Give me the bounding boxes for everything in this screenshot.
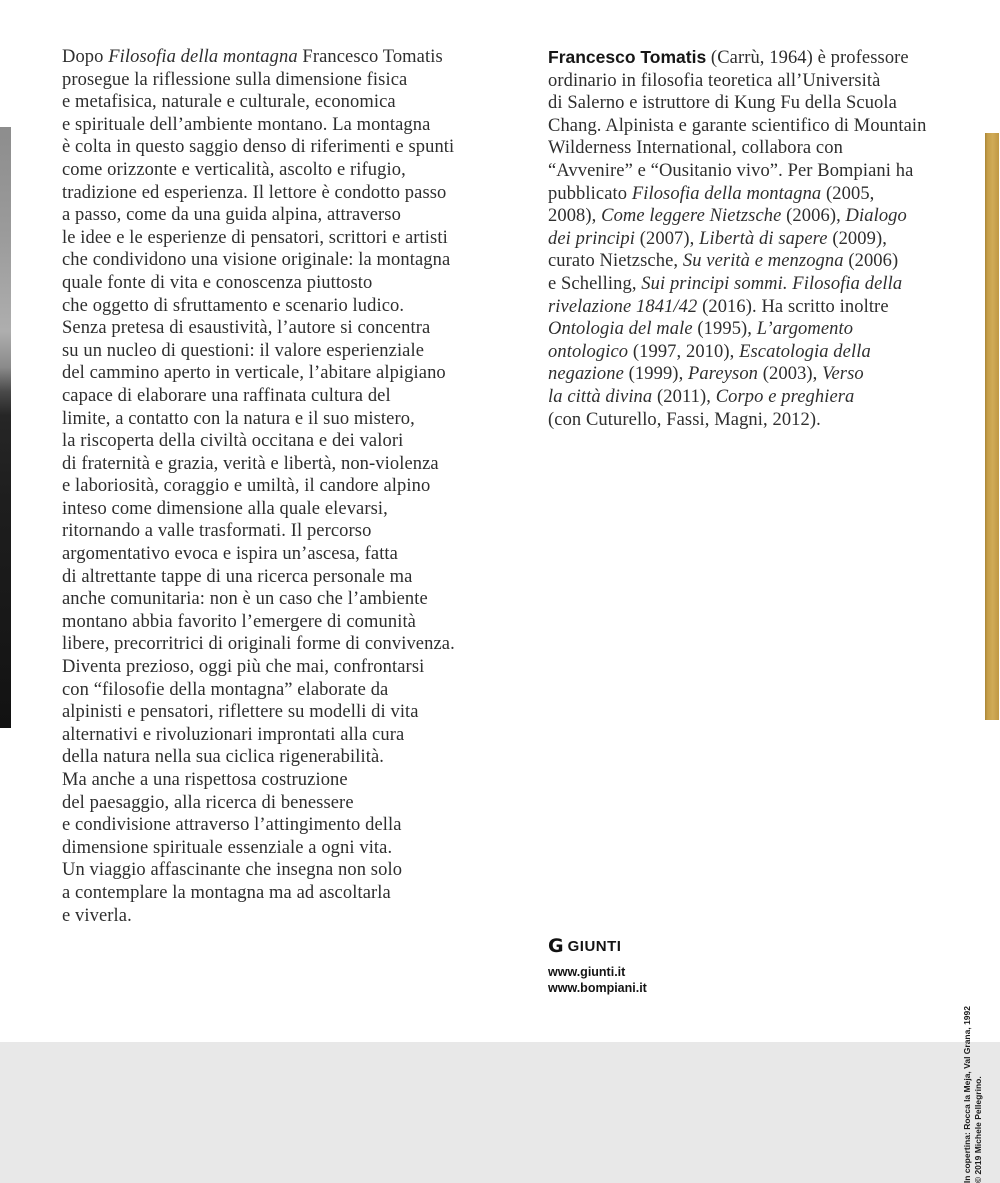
text-line: Un viaggio affascinante che insegna non solo — [62, 860, 403, 881]
text-line: inteso come dimensione alla quale elevarsi, — [62, 498, 388, 519]
cover-photo-credit — [962, 1006, 984, 1183]
text-line: di Salerno e istruttore di Kung Fu della Scuola — [548, 93, 897, 114]
text-line: alpinisti e pensatori, riflettere su modelli di vita — [62, 702, 419, 723]
text-line: della natura nella sua ciclica rigenerabilità. — [62, 747, 385, 768]
publisher-urls — [548, 964, 647, 996]
text-line: Senza pretesa di esaustività, l’autore si concentra — [62, 318, 431, 339]
text-line: e spirituale dell’ambiente montano. La montagna — [62, 114, 431, 135]
text-line: Diventa prezioso, oggi più che mai, confrontarsi — [62, 657, 425, 678]
text-line: Ontologia del male (1995), L’argomento — [548, 319, 854, 340]
text-line: Chang. Alpinista e garante scientifico di Mountain — [548, 115, 927, 136]
text-line: libere, precorritrici di originali forme di convivenza. — [62, 634, 455, 655]
text-line: limite, a contatto con la natura e il suo mistero, — [62, 408, 415, 429]
text-line: (con Cuturello, Fassi, Magni, 2012). — [548, 409, 821, 430]
website-giunti: www.giunti.it — [548, 965, 626, 979]
text-line: Ma anche a una rispettosa costruzione — [62, 770, 348, 790]
left-column — [62, 46, 512, 927]
text-line: a passo, come da una guida alpina, attraverso — [62, 205, 401, 226]
giunti-logo — [548, 936, 647, 956]
text-line: 2008), Come leggere Nietzsche (2006), Dialogo — [548, 206, 907, 227]
gold-spine-bar — [985, 133, 999, 720]
text-line: e metafisica, naturale e culturale, economica — [62, 92, 396, 113]
text-line: Dopo Filosofia della montagna Francesco Tomatis — [62, 47, 443, 67]
text-line: le idee e le esperienze di pensatori, scrittori e artisti — [62, 227, 448, 248]
credit-line-2: © 2019 Michele Pellegrino. — [973, 1076, 983, 1183]
text-line: dimensione spirituale essenziale a ogni vita. — [62, 837, 393, 858]
text-line: a contemplare la montagna ma ad ascoltarla — [62, 882, 391, 903]
publisher-block — [548, 936, 647, 996]
text-line: anche comunitaria: non è un caso che l’ambiente — [62, 589, 428, 610]
text-line: con “filosofie della montagna” elaborate da — [62, 679, 389, 700]
website-bompiani: www.bompiani.it — [548, 981, 647, 995]
text-line: e condivisione attraverso l’attingimento della — [62, 815, 402, 836]
text-line: ordinario in filosofia teoretica all’Università — [548, 70, 881, 91]
giunti-wordmark: GIUNTI — [567, 937, 622, 955]
text-line: Wilderness International, collabora con — [548, 138, 843, 159]
text-line: dei principi (2007), Libertà di sapere (2009), — [548, 228, 887, 249]
text-line: ontologico (1997, 2010), Escatologia della — [548, 341, 871, 362]
text-line: di fraternità e grazia, verità e libertà, non-violenza — [62, 453, 439, 474]
text-line: pubblicato Filosofia della montagna (2005, — [548, 183, 875, 204]
text-line: quale fonte di vita e conoscenza piuttosto — [62, 272, 373, 293]
text-line: tradizione ed esperienza. Il lettore è condotto passo — [62, 182, 447, 203]
credit-line-1: In copertina: Rocca la Meja, Val Grana, 1992 — [962, 1006, 972, 1183]
text-line: la riscoperta della civiltà occitana e dei valori — [62, 431, 404, 452]
text-line: montano abbia favorito l’emergere di comunità — [62, 611, 416, 632]
text-line: su un nucleo di questioni: il valore esperienziale — [62, 340, 425, 361]
text-line: Francesco Tomatis (Carrù, 1964) è professore — [548, 47, 909, 68]
text-line: negazione (1999), Pareyson (2003), Verso — [548, 364, 864, 385]
cover-photo-edge-strip — [0, 127, 11, 728]
text-line: del cammino aperto in verticale, l’abitare alpigiano — [62, 363, 446, 384]
text-line: curato Nietzsche, Su verità e menzogna (2006) — [548, 251, 899, 272]
text-line: che condividono una visione originale: la montagna — [62, 250, 451, 271]
text-line: come orizzonte e verticalità, ascolto e rifugio, — [62, 159, 406, 180]
text-line: rivelazione 1841/42 (2016). Ha scritto inoltre — [548, 296, 889, 317]
text-line: la città divina (2011), Corpo e preghiera — [548, 386, 855, 407]
text-line: che oggetto di sfruttamento e scenario ludico. — [62, 295, 405, 316]
text-line: “Avvenire” e “Ousitanio vivo”. Per Bompiani ha — [548, 160, 914, 181]
text-line: del paesaggio, alla ricerca di benessere — [62, 792, 354, 813]
text-line: capace di elaborare una raffinata cultura del — [62, 385, 391, 406]
right-column — [548, 46, 968, 431]
text-line: argomentativo evoca e ispira un’ascesa, fatta — [62, 544, 398, 565]
text-line: prosegue la riflessione sulla dimensione fisica — [62, 69, 408, 90]
giunti-g-icon: G — [548, 934, 564, 957]
text-line: e viverla. — [62, 905, 132, 926]
text-line: alternativi e rivoluzionari improntati alla cura — [62, 724, 405, 745]
text-line: è colta in questo saggio denso di riferimenti e spunti — [62, 137, 455, 158]
text-line: e Schelling, Sui principi sommi. Filosofia della — [548, 273, 903, 294]
text-line: ritornando a valle trasformati. Il percorso — [62, 521, 372, 542]
text-line: di altrettante tappe di una ricerca personale ma — [62, 566, 413, 587]
text-line: e laboriosità, coraggio e umiltà, il candore alpino — [62, 476, 431, 497]
